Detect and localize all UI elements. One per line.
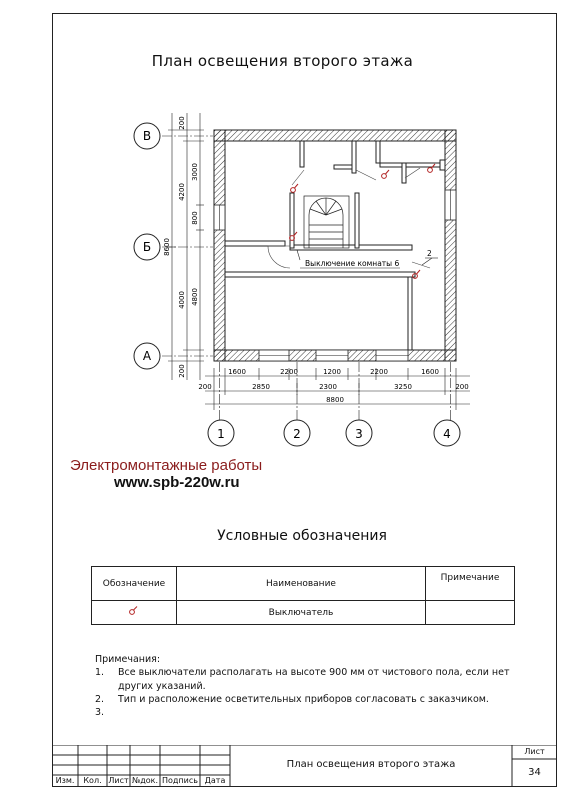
- tb-col-kol: Кол.: [83, 776, 102, 785]
- leader-number: 2: [427, 249, 432, 258]
- dim-bottom-2-1: 2850: [252, 383, 270, 391]
- dim-bottom-1-3: 2200: [370, 368, 388, 376]
- notes-block: [95, 653, 525, 719]
- tb-col-data: Дата: [204, 776, 226, 785]
- legend-table: [91, 566, 515, 625]
- note-number: 2.: [95, 693, 105, 705]
- tb-sheet-number: 34: [528, 767, 541, 778]
- switch-icon: [382, 170, 389, 178]
- note-number: 3.: [95, 707, 105, 719]
- legend-note-cell: [426, 601, 515, 625]
- switch-icon: [126, 605, 142, 617]
- note-text: Тип и расположение осветительных приборов согласовать с заказчиком.: [118, 693, 489, 705]
- inner-partitions: [225, 141, 445, 350]
- dim-left-outer-1: 4200: [178, 183, 186, 201]
- axis-letter-b: Б: [142, 240, 152, 254]
- tb-col-list: Лист: [108, 776, 129, 785]
- note-item: [95, 706, 525, 719]
- dim-left-outer-2: 8600: [163, 238, 171, 256]
- dim-bottom-total: 8800: [326, 396, 344, 404]
- note-item: [95, 693, 525, 706]
- dim-left-inner-2: 4800: [191, 288, 199, 306]
- axis-number-1: 1: [217, 427, 225, 441]
- dim-left-outer-0: 200: [178, 116, 186, 130]
- dim-bottom-1-0: 1600: [228, 368, 246, 376]
- dim-left-outer-4: 200: [178, 364, 186, 378]
- legend-name-cell: Выключатель: [177, 601, 426, 625]
- dim-left-outer-3: 4000: [178, 291, 186, 309]
- watermark-url[interactable]: www.spb-220w.ru: [114, 474, 240, 491]
- watermark-company: Электромонтажные работы: [70, 457, 263, 474]
- dim-bottom-2-4: 200: [455, 383, 469, 391]
- dim-bottom-2-0: 200: [198, 383, 212, 391]
- dim-left-inner-1: 800: [191, 211, 199, 225]
- legend-header-note: Примечание: [426, 567, 515, 601]
- axis-letter-v: В: [142, 129, 152, 143]
- note-text: Все выключатели располагать на высоте 900 мм от чистового пола, если нет других указаний.: [118, 667, 510, 692]
- tb-col-ndok: №док.: [131, 776, 159, 785]
- tb-sheet-label: Лист: [524, 747, 545, 756]
- tb-doc-title: План освещения второго этажа: [286, 759, 456, 770]
- staircase: [304, 196, 349, 248]
- axis-letter-a: А: [142, 349, 152, 363]
- dim-bottom-2-3: 3250: [394, 383, 412, 391]
- legend-header-name: Наименование: [177, 567, 426, 601]
- legend-header-row: [92, 567, 515, 601]
- left-dimension-lines: [168, 113, 204, 380]
- room-label: Выключение комнаты 6: [305, 259, 400, 268]
- axis-number-3: 3: [355, 427, 363, 441]
- axis-number-4: 4: [443, 427, 451, 441]
- dim-left-inner-0: 3000: [191, 163, 199, 181]
- legend-row: [92, 601, 515, 625]
- notes-heading: Примечания:: [95, 654, 161, 665]
- legend-header-symbol: Обозначение: [92, 567, 177, 601]
- axis-number-2: 2: [293, 427, 301, 441]
- legend-title: Условные обозначения: [217, 528, 387, 544]
- dim-bottom-1-2: 1200: [323, 368, 341, 376]
- dim-bottom-1-4: 1600: [421, 368, 439, 376]
- tb-col-podpis: Подпись: [162, 776, 198, 785]
- note-number: 1.: [95, 667, 105, 679]
- switch-icon: [291, 184, 298, 192]
- title-block: [52, 745, 557, 787]
- drawing-title: План освещения второго этажа: [151, 52, 414, 70]
- tb-col-izm: Изм.: [55, 776, 75, 785]
- note-item: [95, 666, 525, 693]
- axis-gridlines: [162, 136, 451, 420]
- dim-bottom-1-1: 2200: [280, 368, 298, 376]
- dim-bottom-2-2: 2300: [319, 383, 337, 391]
- legend-symbol-cell: [92, 601, 177, 625]
